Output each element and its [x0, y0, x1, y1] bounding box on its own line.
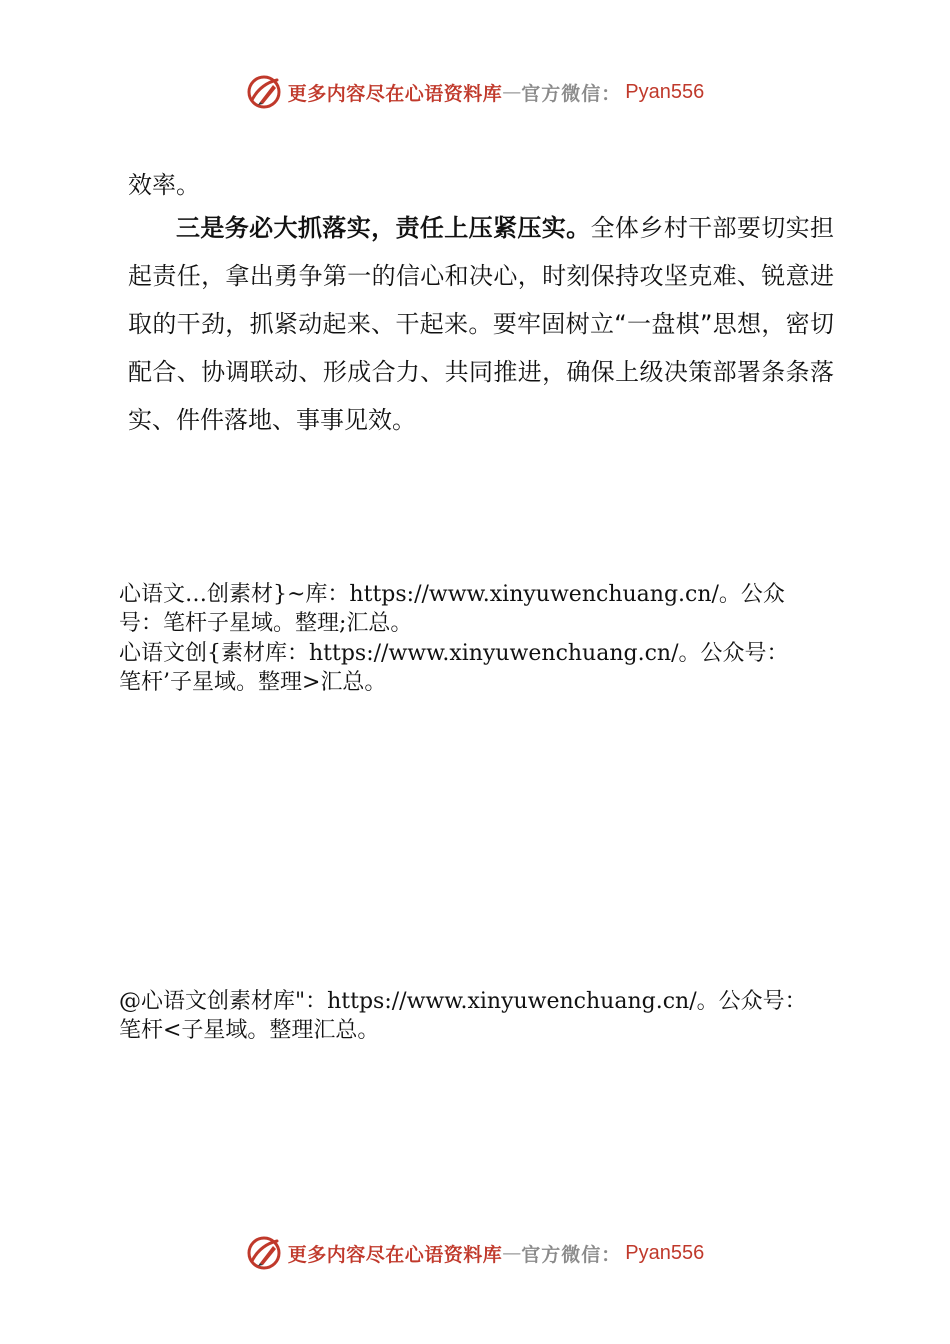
banner-dash: —: [502, 1242, 522, 1264]
paragraph: [128, 204, 834, 444]
banner-title: 更多内容尽在心语资料库: [287, 1243, 503, 1266]
source-note-line: 心语文…创素材}~库：https://www.xinyuwenchuang.cn/。公众: [119, 582, 785, 607]
footer-banner: [0, 1233, 950, 1273]
source-note-line: 笔杆’子星域。整理>汇总。: [119, 670, 387, 695]
source-note-line: @心语文创素材库"：https://www.xinyuwenchuang.cn/。公众号：: [119, 989, 807, 1014]
banner-dash: —: [502, 81, 522, 103]
source-note-line: 笔杆<子星域。整理汇总。: [119, 1018, 380, 1043]
banner-wechat-id: Pyan556: [625, 80, 705, 103]
paragraph-body: 全体乡村干部要切实担起责任，拿出勇争第一的信心和决心，时刻保持攻坚克难、锐意进取的干劲，抓紧动起来、干起来。要牢固树立“一盘棋”思想，密切配合、协调联动、形成合力、共同推进，确保上级决策部署条条落实、件件落地、事事见效。: [128, 214, 835, 434]
banner-wechat-label: 官方微信：: [521, 82, 622, 105]
pen-logo-icon: [246, 1235, 282, 1271]
header-banner: [0, 72, 950, 112]
source-note: [119, 987, 859, 1045]
paragraph-lead: 三是务必大抓落实，责任上压紧压实。: [176, 214, 591, 242]
source-note: [119, 639, 859, 697]
banner-wechat-label: 官方微信：: [521, 1243, 622, 1266]
banner-wechat-id: Pyan556: [625, 1241, 705, 1264]
banner-title: 更多内容尽在心语资料库: [287, 82, 503, 105]
pen-logo-icon: [246, 74, 282, 110]
fragment-line: 效率。: [128, 171, 200, 199]
source-note-line: 号：笔杆子星域。整理;汇总。: [119, 611, 413, 636]
source-note: [119, 580, 859, 638]
source-note-line: 心语文创{素材库：https://www.xinyuwenchuang.cn/。公众号：: [119, 641, 789, 666]
